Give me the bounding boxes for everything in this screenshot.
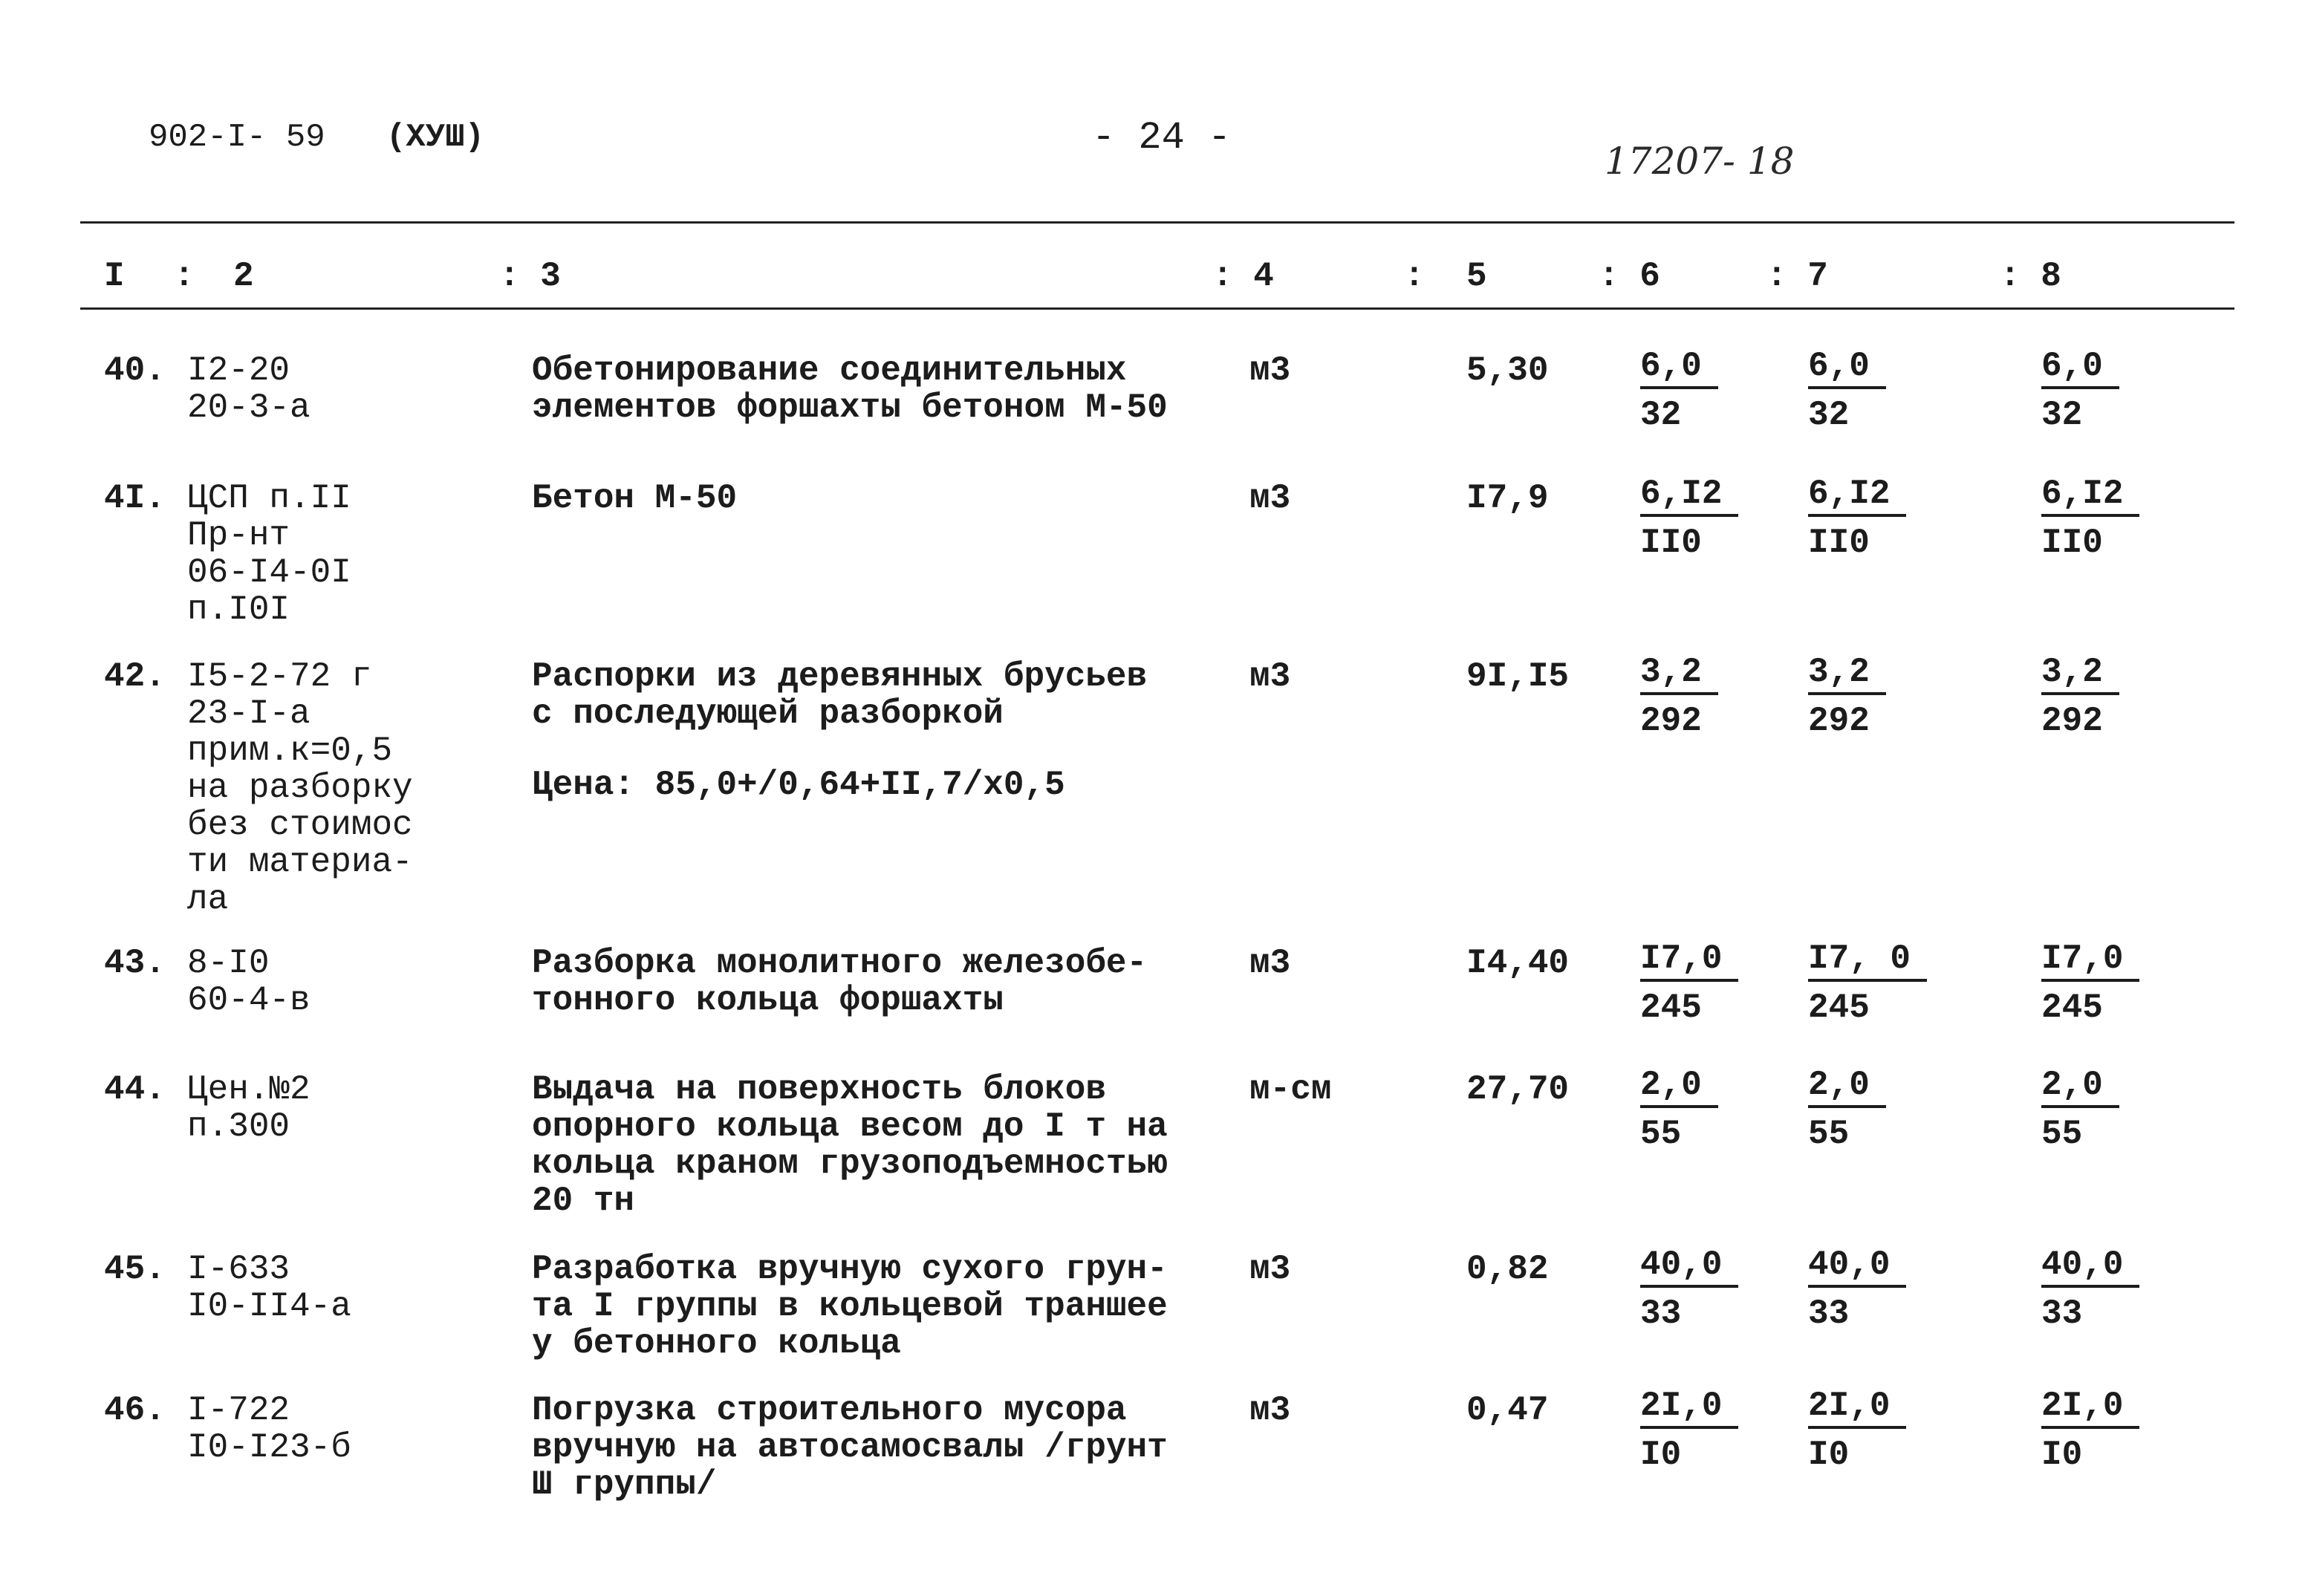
sheet-id: 17207- 18 [1605, 140, 1795, 183]
row-number: 42. [104, 657, 166, 696]
row-code-line: прим.к=0,5 [187, 732, 393, 770]
row-quantity: I4,40 [1466, 944, 1570, 983]
fraction-denominator: I0 [1640, 1436, 1682, 1474]
row-c8-fraction [2041, 1387, 2139, 1473]
col-header-1: I [104, 257, 125, 296]
row-description-line: у бетонного кольца [532, 1324, 901, 1363]
row-description-line: Бетон М-50 [532, 479, 738, 518]
row-code-line: I-722 [187, 1391, 290, 1430]
row-price-note: Цена: 85,0+/0,64+II,7/х0,5 [532, 766, 1065, 804]
row-number: 4I. [104, 479, 166, 518]
row-c6-fraction [1640, 940, 1738, 1026]
fraction-numerator: 6,I2 [1808, 475, 1906, 517]
fraction-denominator: 55 [1808, 1115, 1850, 1153]
row-number: 43. [104, 944, 166, 983]
fraction-denominator: 292 [1640, 702, 1702, 740]
fraction-denominator: I0 [1808, 1436, 1850, 1474]
fraction-numerator: 6,I2 [1640, 475, 1738, 517]
fraction-denominator: 55 [1640, 1115, 1682, 1153]
fraction-numerator: 6,0 [1640, 348, 1718, 389]
row-quantity: 0,82 [1466, 1250, 1549, 1289]
row-code-line: 20-3-а [187, 388, 311, 427]
fraction-denominator: II0 [2041, 524, 2103, 562]
row-description [532, 352, 1168, 426]
row-unit: м3 [1249, 944, 1291, 983]
row-quantity: 5,30 [1466, 351, 1549, 390]
fraction-numerator: 40,0 [1640, 1246, 1738, 1288]
fraction-denominator: 292 [2041, 702, 2103, 740]
row-code-line: 23-I-а [187, 694, 311, 733]
row-c8-fraction [2041, 348, 2119, 434]
row-c7-fraction [1808, 1066, 1886, 1153]
row-description [532, 1071, 1168, 1219]
row-description-line: вручную на автосамосвалы /грунт [532, 1428, 1168, 1467]
row-code [187, 1251, 351, 1325]
row-number: 44. [104, 1070, 166, 1109]
fraction-numerator: 40,0 [2041, 1246, 2139, 1288]
row-description-line: с последующей разборкой [532, 694, 1004, 733]
col-header-3: : 3 [499, 257, 561, 296]
col-header-5: 5 [1466, 257, 1487, 296]
col-header-sep-1: : [174, 257, 195, 296]
row-code [187, 1392, 351, 1466]
row-c7-fraction [1808, 1246, 1906, 1332]
fraction-numerator: 2I,0 [1640, 1387, 1738, 1429]
fraction-numerator: 3,2 [1640, 654, 1718, 695]
row-c6-fraction [1640, 475, 1738, 561]
col-header-7: : 7 [1766, 257, 1828, 296]
fraction-numerator: 3,2 [1808, 654, 1886, 695]
fraction-denominator: 245 [1808, 988, 1870, 1027]
fraction-numerator: 6,I2 [2041, 475, 2139, 517]
fraction-denominator: 55 [2041, 1115, 2083, 1153]
row-quantity: I7,9 [1466, 479, 1549, 518]
row-description-line: Обетонирование соединительных [532, 351, 1127, 390]
fraction-numerator: I7, 0 [1808, 940, 1927, 982]
fraction-denominator: 33 [2041, 1294, 2083, 1333]
row-description [532, 1251, 1168, 1362]
row-c6-fraction [1640, 1066, 1718, 1153]
fraction-denominator: I0 [2041, 1436, 2083, 1474]
fraction-numerator: 2,0 [1640, 1066, 1718, 1108]
row-unit: м3 [1249, 351, 1291, 390]
document-code: 902-I- 59 [149, 119, 325, 156]
row-code-line: Пр-нт [187, 516, 290, 555]
row-description-line: та I группы в кольцевой траншее [532, 1287, 1168, 1326]
row-code-line: 06-I4-0I [187, 553, 351, 592]
row-description-line: тонного кольца форшахты [532, 981, 1004, 1020]
fraction-denominator: 245 [2041, 988, 2103, 1027]
row-code-line: I2-20 [187, 351, 290, 390]
row-number: 40. [104, 351, 166, 390]
document-code-suffix: (ХУШ) [386, 119, 485, 156]
row-description-line: Погрузка строительного мусора [532, 1391, 1127, 1430]
row-code [187, 480, 351, 628]
fraction-denominator: II0 [1640, 524, 1702, 562]
row-code-line: на разборку [187, 769, 413, 807]
row-code-line: 8-I0 [187, 944, 270, 983]
page-number: - 24 - [1092, 116, 1232, 160]
row-description-line: Выдача на поверхность блоков [532, 1070, 1106, 1109]
row-c7-fraction [1808, 1387, 1906, 1473]
row-code [187, 352, 311, 426]
row-code-line: ти материа- [187, 843, 413, 882]
row-unit: м3 [1249, 479, 1291, 518]
row-description-line: кольца краном грузоподъемностью [532, 1144, 1168, 1183]
fraction-numerator: 3,2 [2041, 654, 2119, 695]
row-description [532, 1392, 1168, 1503]
row-c7-fraction [1808, 654, 1886, 740]
row-code-line: без стоимос [187, 806, 413, 844]
row-description-line: Распорки из деревянных брусьев [532, 657, 1148, 696]
row-unit: м3 [1249, 1391, 1291, 1430]
row-code-line: 60-4-в [187, 981, 311, 1020]
row-c7-fraction [1808, 475, 1906, 561]
row-code [187, 945, 311, 1019]
row-code-line: I0-II4-а [187, 1287, 351, 1326]
fraction-numerator: I7,0 [1640, 940, 1738, 982]
fraction-denominator: 292 [1808, 702, 1870, 740]
fraction-numerator: 6,0 [2041, 348, 2119, 389]
row-code [187, 658, 413, 918]
top-rule [80, 221, 2234, 224]
row-c8-fraction [2041, 475, 2139, 561]
row-c8-fraction [2041, 940, 2139, 1026]
col-header-4: : 4 [1212, 257, 1274, 296]
row-number: 45. [104, 1250, 166, 1289]
row-unit: м3 [1249, 1250, 1291, 1289]
row-description [532, 945, 1147, 1019]
row-unit: м3 [1249, 657, 1291, 696]
fraction-numerator: I7,0 [2041, 940, 2139, 982]
row-code-line: ла [187, 880, 229, 919]
header-bottom-rule [80, 307, 2234, 310]
col-header-6: : 6 [1599, 257, 1660, 296]
row-c8-fraction [2041, 1066, 2119, 1153]
fraction-denominator: II0 [1808, 524, 1870, 562]
row-code-line: Цен.№2 [187, 1070, 311, 1109]
row-code-line: п.I0I [187, 590, 290, 629]
fraction-denominator: 33 [1640, 1294, 1682, 1333]
row-description-line: опорного кольца весом до I т на [532, 1107, 1168, 1146]
fraction-denominator: 33 [1808, 1294, 1850, 1333]
row-description-line: Ш группы/ [532, 1465, 717, 1504]
row-description-line: 20 тн [532, 1182, 635, 1220]
fraction-numerator: 2,0 [2041, 1066, 2119, 1108]
row-c8-fraction [2041, 1246, 2139, 1332]
row-c6-fraction [1640, 1387, 1738, 1473]
col-header-8: : 8 [2000, 257, 2061, 296]
row-code-line: I0-I23-б [187, 1428, 351, 1467]
fraction-numerator: 40,0 [1808, 1246, 1906, 1288]
fraction-numerator: 2I,0 [1808, 1387, 1906, 1429]
row-code-line: I-633 [187, 1250, 290, 1289]
fraction-denominator: 32 [2041, 396, 2083, 434]
row-unit: м-см [1249, 1070, 1332, 1109]
fraction-numerator: 2I,0 [2041, 1387, 2139, 1429]
fraction-numerator: 2,0 [1808, 1066, 1886, 1108]
col-header-2: 2 [233, 257, 254, 296]
row-quantity: 0,47 [1466, 1391, 1549, 1430]
fraction-denominator: 32 [1640, 396, 1682, 434]
row-c6-fraction [1640, 1246, 1738, 1332]
row-code-line: п.300 [187, 1107, 290, 1146]
row-c6-fraction [1640, 348, 1718, 434]
row-code [187, 1071, 311, 1145]
row-c6-fraction [1640, 654, 1718, 740]
row-code-line: ЦСП п.II [187, 479, 351, 518]
row-c7-fraction [1808, 348, 1886, 434]
row-number: 46. [104, 1391, 166, 1430]
row-description-line: Разработка вручную сухого грун- [532, 1250, 1168, 1289]
row-code-line: I5-2-72 г [187, 657, 372, 696]
row-c8-fraction [2041, 654, 2119, 740]
row-description-line: элементов форшахты бетоном М-50 [532, 388, 1168, 427]
row-description [532, 658, 1147, 804]
row-description-line: Разборка монолитного железобе- [532, 944, 1148, 983]
fraction-denominator: 245 [1640, 988, 1702, 1027]
row-c7-fraction [1808, 940, 1927, 1026]
row-description [532, 480, 737, 517]
fraction-denominator: 32 [1808, 396, 1850, 434]
row-quantity: 9I,I5 [1466, 657, 1570, 696]
row-quantity: 27,70 [1466, 1070, 1570, 1109]
col-header-sep-5: : [1404, 257, 1425, 296]
fraction-numerator: 6,0 [1808, 348, 1886, 389]
